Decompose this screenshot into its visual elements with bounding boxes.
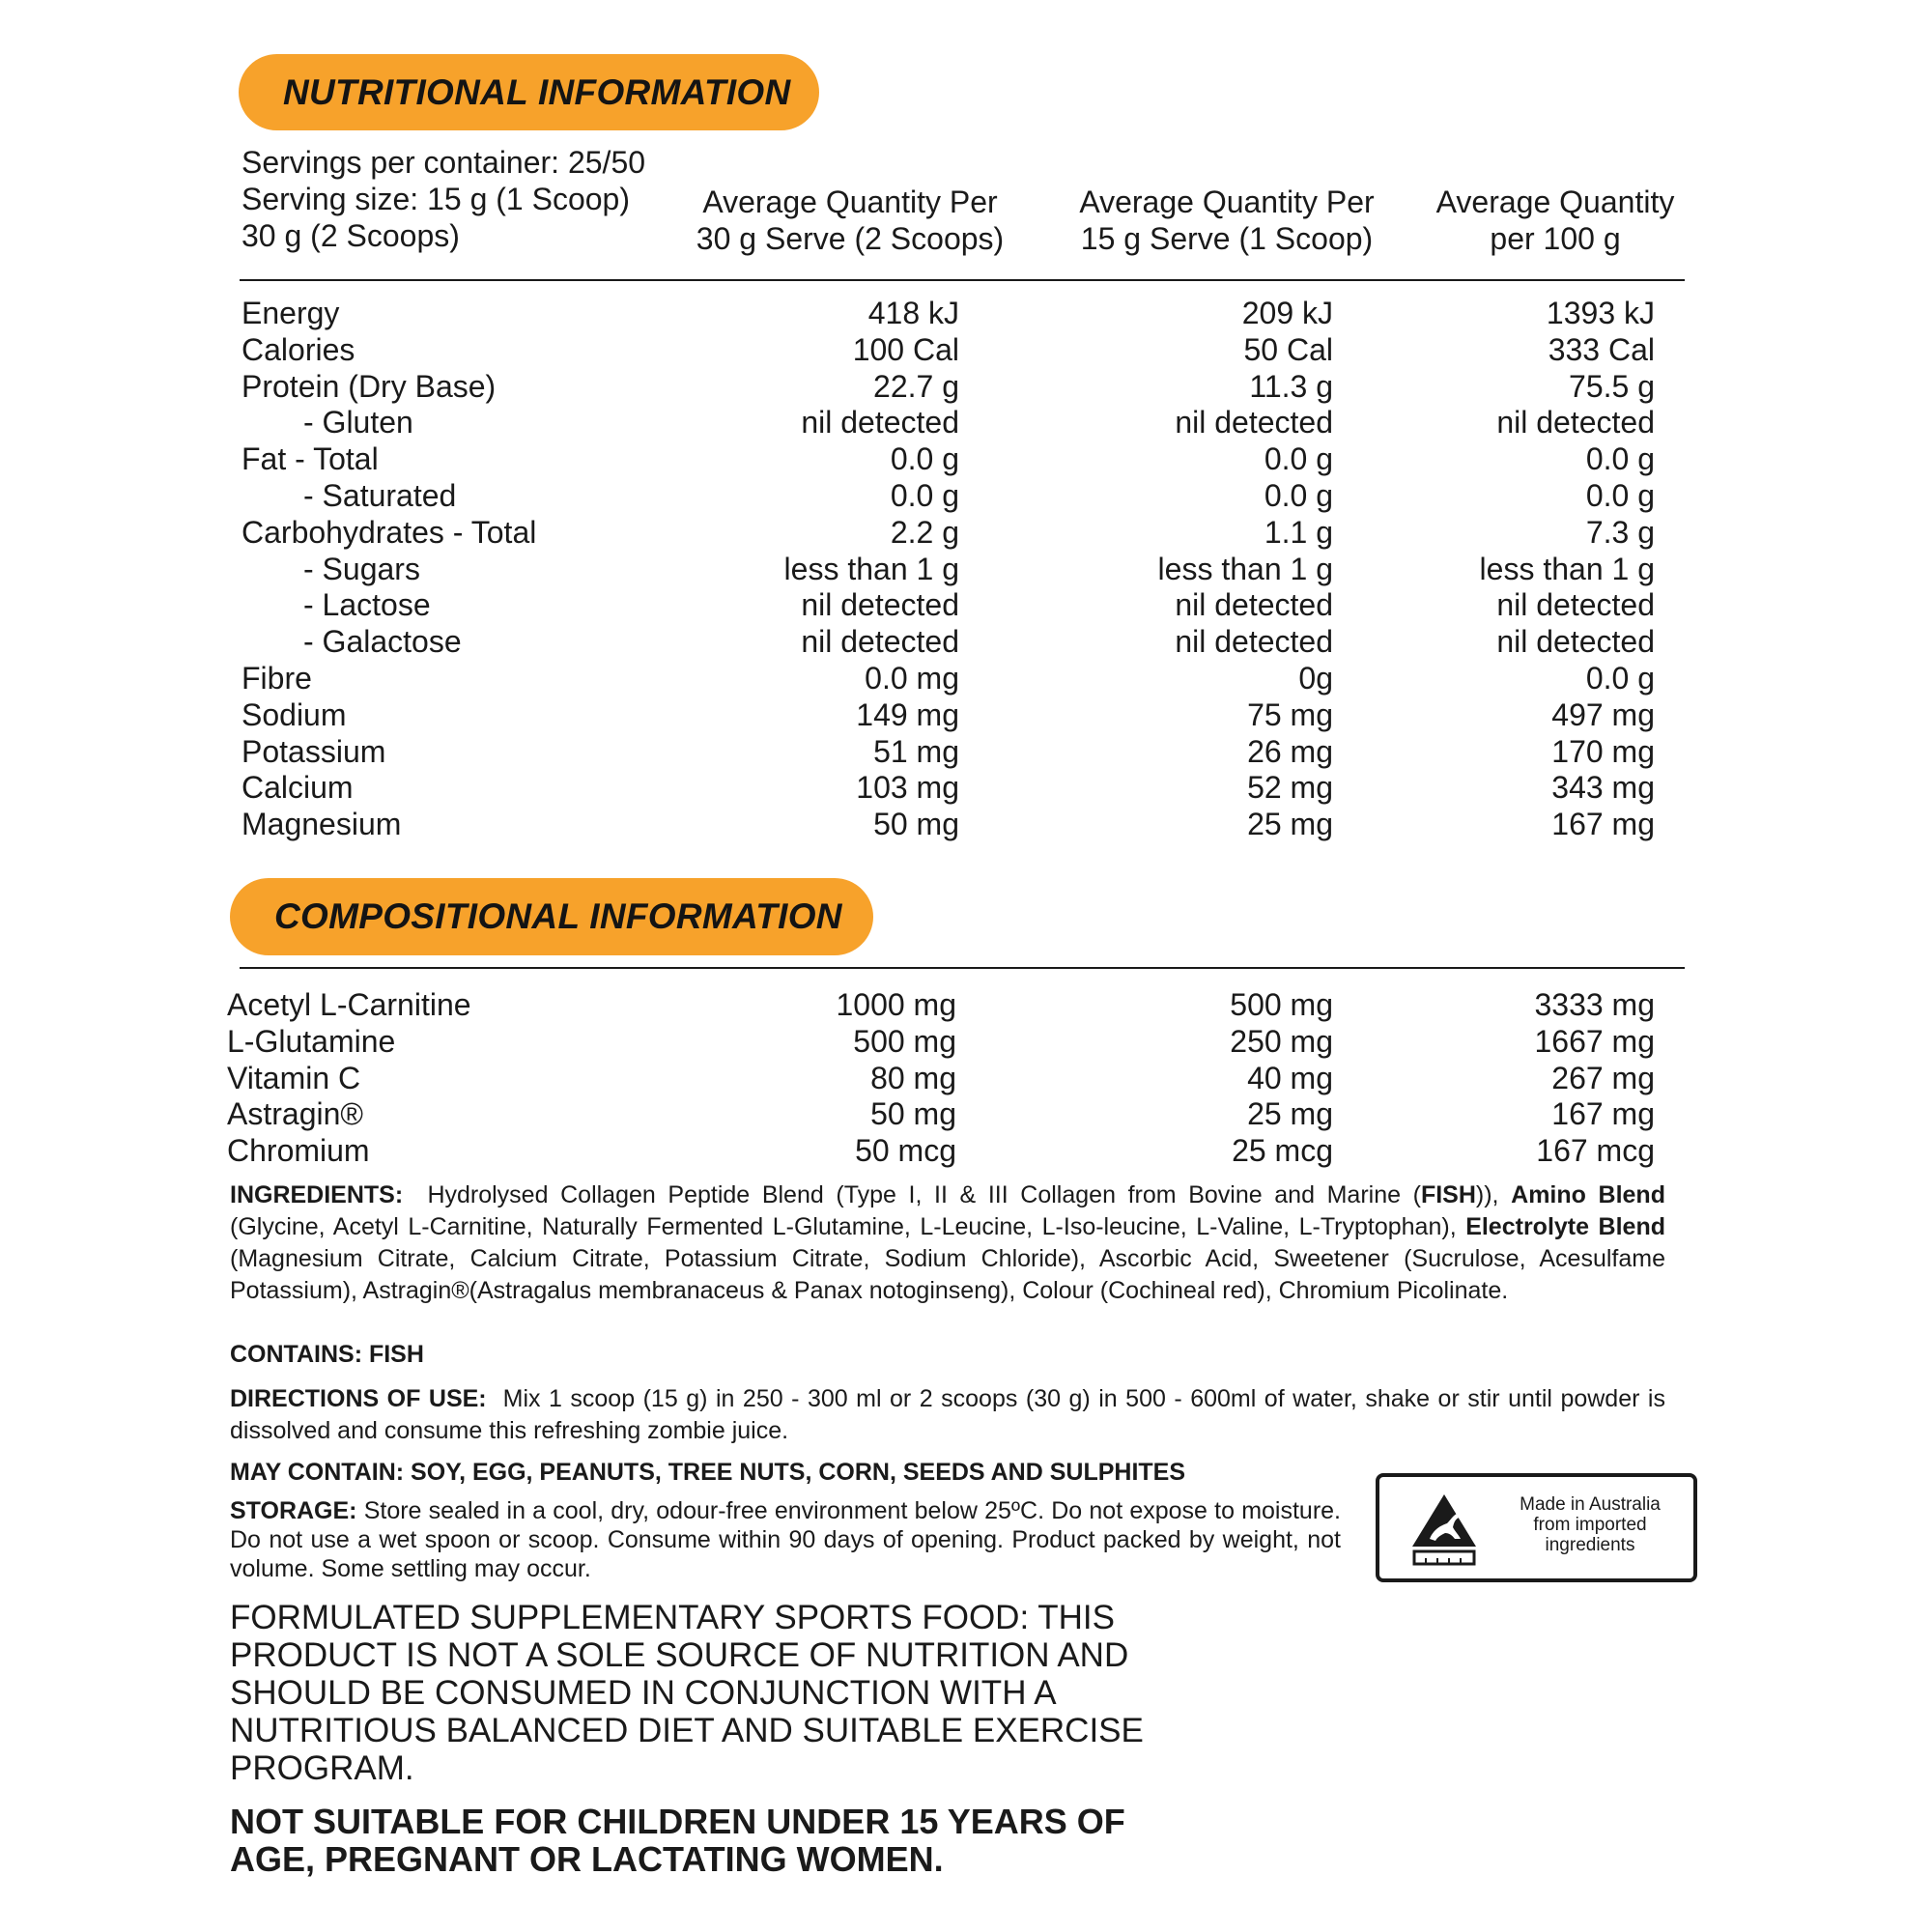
compositional-information-heading: COMPOSITIONAL INFORMATION: [230, 878, 873, 955]
row-label: - Galactose: [303, 624, 462, 660]
nutrition-row: [0, 331, 1932, 368]
row-label: Energy: [242, 296, 340, 330]
nutrition-row: [0, 660, 1932, 696]
row-value: 0.0 g: [1585, 661, 1655, 696]
column-header-30g: Average Quantity Per 30 g Serve (2 Scoops): [696, 185, 1005, 256]
row-value: 7.3 g: [1585, 514, 1655, 550]
composition-row: [0, 1023, 1932, 1060]
children-warning: NOT SUITABLE FOR CHILDREN UNDER 15 YEARS OF AGE, PREGNANT OR LACTATING WOMEN.: [230, 1802, 1125, 1879]
row-value: 333 Cal: [1548, 331, 1655, 367]
row-value: 167 mg: [1551, 807, 1655, 842]
row-label: Calories: [242, 331, 355, 367]
row-value: nil detected: [801, 624, 959, 660]
row-value: 103 mg: [856, 770, 959, 806]
row-label: Carbohydrates - Total: [242, 514, 537, 550]
row-value: 1667 mg: [1534, 1023, 1655, 1059]
composition-row: [0, 1060, 1932, 1096]
row-value: 418 kJ: [867, 296, 959, 330]
row-label: Potassium: [242, 733, 386, 769]
row-value: 0.0 mg: [865, 661, 959, 696]
row-value: 497 mg: [1551, 696, 1655, 732]
nutrition-row: [0, 551, 1932, 587]
may-contain: MAY CONTAIN: SOY, EGG, PEANUTS, TREE NUTS, CORN, SEEDS AND SULPHITES: [230, 1459, 1186, 1486]
row-value: nil detected: [1175, 624, 1333, 660]
row-label: Sodium: [242, 696, 347, 732]
row-value: 0.0 g: [1585, 478, 1655, 513]
row-value: 0.0 g: [1585, 441, 1655, 477]
row-value: less than 1 g: [783, 551, 959, 586]
nutrition-row: [0, 440, 1932, 477]
row-label: Acetyl L-Carnitine: [227, 987, 471, 1022]
row-value: 1000 mg: [836, 987, 956, 1022]
row-value: 500 mg: [1230, 987, 1333, 1022]
serving-size-alt: 30 g (2 Scoops): [242, 218, 460, 253]
row-value: 0.0 g: [1264, 441, 1333, 477]
row-value: less than 1 g: [1157, 551, 1333, 586]
row-value: 25 mg: [1247, 807, 1333, 842]
row-value: nil detected: [801, 405, 959, 440]
row-value: 50 mg: [873, 807, 959, 842]
row-value: 75 mg: [1247, 696, 1333, 732]
row-value: 26 mg: [1247, 733, 1333, 769]
nutritional-information-heading: NUTRITIONAL INFORMATION: [239, 54, 819, 130]
nutrition-row: [0, 368, 1932, 405]
row-value: 170 mg: [1551, 733, 1655, 769]
row-label: Protein (Dry Base): [242, 368, 497, 404]
nutrition-row: [0, 733, 1932, 770]
composition-rule: [240, 967, 1685, 969]
storage: STORAGE: Store sealed in a cool, dry, odour-free environment below 25ºC. Do not expose to moisture. Do not use a wet spoon or scoop. Consume within 90 days of opening. Product packed by weight, not volume. Some settling may occur.: [230, 1497, 1342, 1582]
nutrition-row: [0, 696, 1932, 733]
row-value: 0.0 g: [1264, 478, 1333, 513]
nutrition-row: [0, 769, 1932, 806]
column-header-100g: Average Quantity per 100 g: [1435, 185, 1675, 256]
nutrition-row: [0, 586, 1932, 623]
row-value: 1393 kJ: [1546, 296, 1655, 330]
nutrition-row: [0, 404, 1932, 440]
row-value: 50 mcg: [855, 1133, 956, 1169]
row-value: nil detected: [1496, 405, 1655, 440]
composition-row: [0, 986, 1932, 1023]
sports-food-warning: FORMULATED SUPPLEMENTARY SPORTS FOOD: THIS PRODUCT IS NOT A SOLE SOURCE OF NUTRITION AND SHOULD BE CONSUMED IN CONJUNCTION WITH A NUTRITIOUS BALANCED DIET AND SUITABLE EXERCISE PROGRAM.: [230, 1599, 1144, 1787]
row-value: 11.3 g: [1249, 368, 1333, 404]
ingredients-text: INGREDIENTS: Hydrolysed Collagen Peptide Blend (Type I, II & III Collagen from Bovine and Marine (FISH)), Amino Blend (Glycine, Acetyl L-Carnitine, Naturally Fermented L-Glutamine, L-Leucine, L-Iso-leucine, L-Valine, L-Tryptophan), Electrolyte Blend (Magnesium Citrate, Calcium Citrate, Potassium Citrate, Sodium Chloride), Ascorbic Acid, Sweetener (Sucrulose, Acesulfame Potassium), Astragin®(Astragalus membranaceus & Panax notoginseng), Colour (Cochineal red), Chromium Picolinate.: [230, 1181, 1665, 1304]
composition-row: [0, 1095, 1932, 1132]
row-value: 343 mg: [1551, 770, 1655, 806]
row-value: 1.1 g: [1264, 514, 1333, 550]
row-label: Astragin®: [227, 1096, 363, 1132]
row-value: 149 mg: [856, 696, 959, 732]
row-label: - Lactose: [303, 587, 431, 623]
row-value: 25 mg: [1247, 1096, 1333, 1132]
row-label: Fibre: [242, 661, 312, 696]
row-value: nil detected: [1175, 587, 1333, 623]
row-value: 267 mg: [1551, 1060, 1655, 1095]
row-value: 25 mcg: [1232, 1133, 1333, 1169]
nutrition-header-rule: [240, 279, 1685, 281]
made-in-australia-text: Made in Australia from imported ingredients: [1520, 1494, 1661, 1555]
nutrition-row: [0, 295, 1932, 331]
made-in-australia-badge: [1376, 1473, 1697, 1582]
row-value: 75.5 g: [1569, 368, 1655, 404]
row-value: nil detected: [1175, 405, 1333, 440]
column-header-15g: Average Quantity Per 15 g Serve (1 Scoop): [1079, 185, 1375, 256]
row-label: Calcium: [242, 770, 354, 806]
row-value: 50 Cal: [1243, 331, 1333, 367]
nutrition-row: [0, 514, 1932, 551]
directions-of-use: DIRECTIONS OF USE: Mix 1 scoop (15 g) in 250 - 300 ml or 2 scoops (30 g) in 500 - 600ml of water, shake or stir until powder is dissolved and consume this refreshing zombie juice.: [230, 1385, 1665, 1444]
nutrition-row: [0, 806, 1932, 842]
servings-per-container: Servings per container: 25/50: [242, 145, 646, 180]
contains-allergen: CONTAINS: FISH: [230, 1341, 424, 1368]
row-value: 0g: [1298, 661, 1333, 696]
row-value: 0.0 g: [890, 478, 959, 513]
composition-row: [0, 1132, 1932, 1169]
row-value: 22.7 g: [873, 368, 959, 404]
row-label: - Saturated: [303, 478, 457, 513]
row-value: 2.2 g: [890, 514, 959, 550]
row-label: Chromium: [227, 1133, 370, 1169]
row-value: 500 mg: [853, 1023, 956, 1059]
row-label: L-Glutamine: [227, 1023, 396, 1059]
row-value: 80 mg: [870, 1060, 956, 1095]
row-value: 52 mg: [1247, 770, 1333, 806]
row-value: 250 mg: [1230, 1023, 1333, 1059]
row-value: 40 mg: [1247, 1060, 1333, 1095]
row-label: - Sugars: [303, 551, 420, 586]
row-label: Magnesium: [242, 807, 402, 842]
nutrition-row: [0, 477, 1932, 514]
row-value: nil detected: [1496, 587, 1655, 623]
row-label: - Gluten: [303, 405, 413, 440]
row-value: 209 kJ: [1241, 296, 1333, 330]
row-value: 100 Cal: [852, 331, 959, 367]
kangaroo-triangle-icon: [1408, 1491, 1480, 1568]
row-value: nil detected: [1496, 624, 1655, 660]
row-value: 167 mcg: [1536, 1133, 1655, 1169]
row-value: 167 mg: [1551, 1096, 1655, 1132]
row-value: 0.0 g: [890, 441, 959, 477]
nutrition-row: [0, 623, 1932, 660]
row-value: 50 mg: [870, 1096, 956, 1132]
row-value: 51 mg: [873, 733, 959, 769]
row-label: Fat - Total: [242, 441, 379, 477]
row-value: nil detected: [801, 587, 959, 623]
row-value: 3333 mg: [1534, 987, 1655, 1022]
row-label: Vitamin C: [227, 1060, 361, 1095]
serving-size: Serving size: 15 g (1 Scoop): [242, 182, 630, 216]
row-value: less than 1 g: [1479, 551, 1655, 586]
